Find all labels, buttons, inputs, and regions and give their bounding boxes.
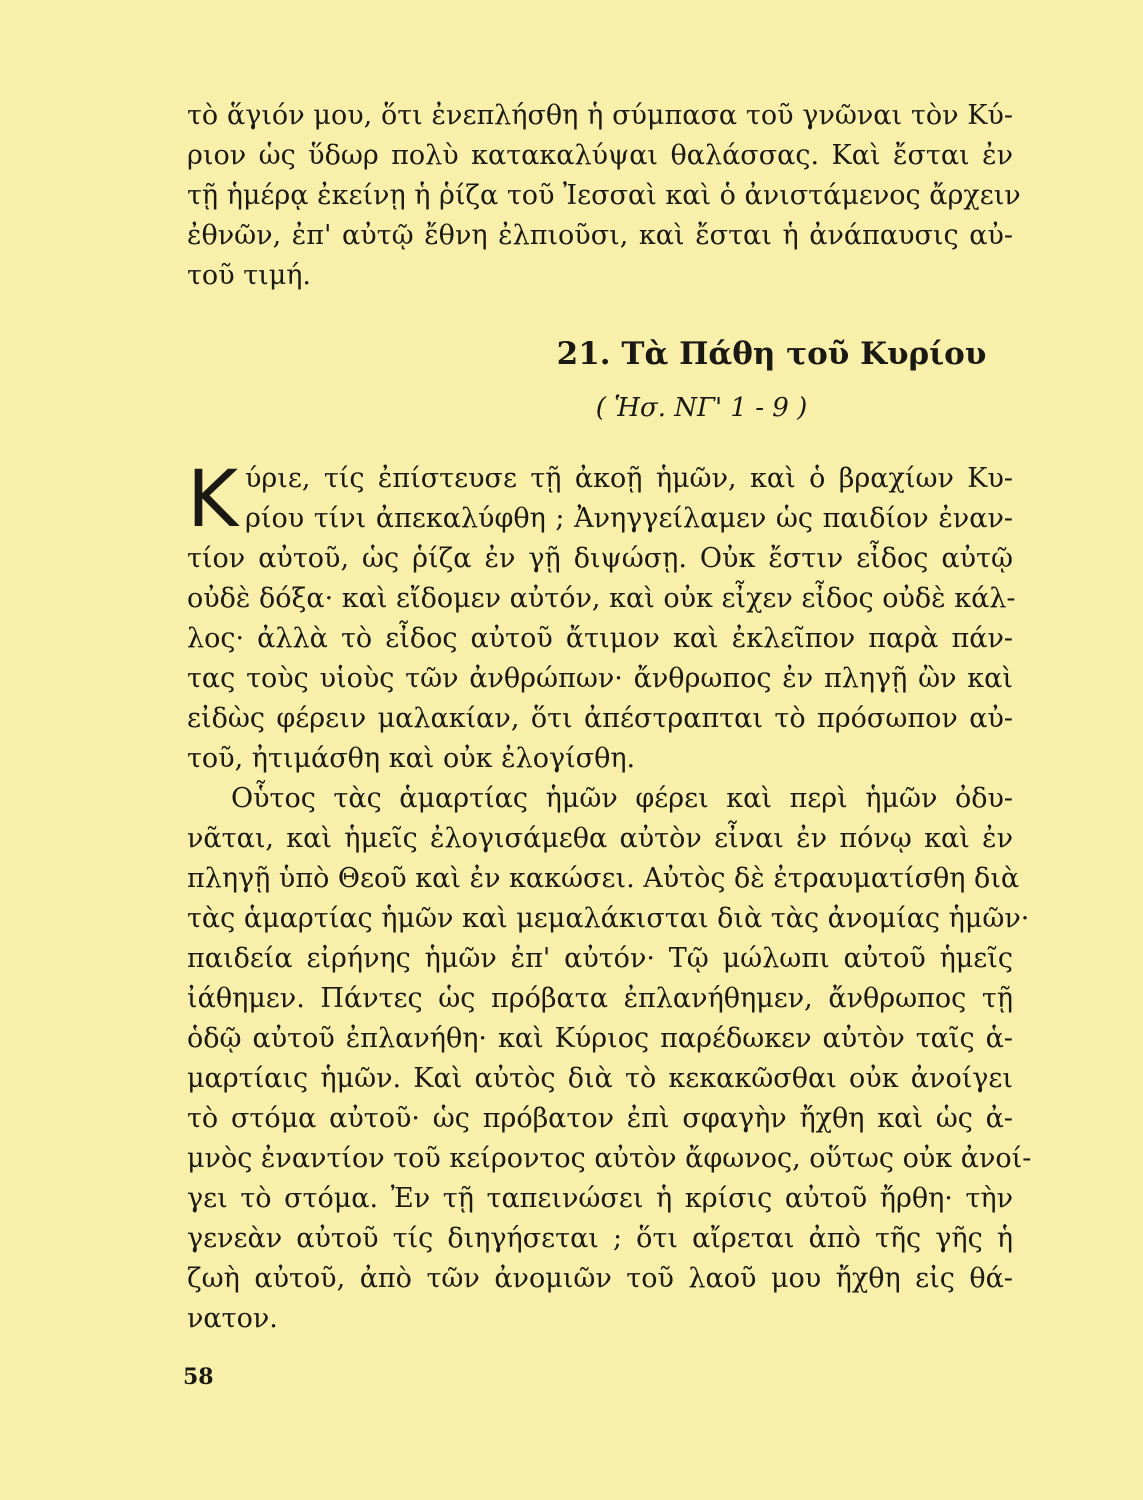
text-line: γενεὰν αὐτοῦ τίς διηγήσεται ; ὅτι αἴρεται ἀπὸ τῆς γῆς ἡ — [187, 1223, 1013, 1254]
body-paragraphs — [187, 455, 1032, 1339]
page-number: 58 — [183, 1364, 214, 1390]
dropcap-paragraph-start — [187, 455, 1013, 545]
text-line: τας τοὺς υἱοὺς τῶν ἀνθρώπων· ἄνθρωπος ἐν πληγῇ ὢν καὶ — [187, 663, 1013, 694]
chapter-title: 21. Τὰ Πάθη τοῦ Κυρίου — [556, 336, 987, 372]
text-line: πληγῇ ὑπὸ Θεοῦ καὶ ἐν κακώσει. Αὐτὸς δὲ ἐτραυματίσθη διὰ — [187, 863, 1020, 894]
text-line: τὸ ἅγιόν μου, ὅτι ἐνεπλήσθη ἡ σύμπασα τοῦ γνῶναι τὸν Κύ- — [187, 100, 1013, 131]
text-line: τὸ στόμα αὐτοῦ· ὡς πρόβατον ἐπὶ σφαγὴν ἤχθη καὶ ὡς ἀ- — [187, 1103, 1013, 1134]
text-line: ἐθνῶν, ἐπ' αὐτῷ ἔθνη ἐλπιοῦσι, καὶ ἔσται ἡ ἀνάπαυσις αὐ- — [187, 220, 1013, 251]
text-line: ὁδῷ αὐτοῦ ἐπλανήθη· καὶ Κύριος παρέδωκεν αὐτὸν ταῖς ἁ- — [187, 1023, 1013, 1054]
text-line: τίον αὐτοῦ, ὡς ῥίζα ἐν γῇ διψώσῃ. Οὐκ ἔστιν εἶδος αὐτῷ — [187, 543, 1013, 574]
text-line: τὰς ἁμαρτίας ἡμῶν καὶ μεμαλάκισται διὰ τὰς ἀνομίας ἡμῶν· — [187, 903, 1030, 934]
text-line: μνὸς ἐναντίον τοῦ κείροντος αὐτὸν ἄφωνος, οὕτως οὐκ ἀνοί- — [187, 1143, 1032, 1174]
drop-cap: Κ — [187, 455, 239, 545]
text-line: εἰδὼς φέρειν μαλακίαν, ὅτι ἀπέστραπται τὸ πρόσωπον αὐ- — [187, 703, 1013, 734]
text-line: τοῦ τιμή. — [187, 260, 312, 291]
text-line: ζωὴ αὐτοῦ, ἀπὸ τῶν ἀνομιῶν τοῦ λαοῦ μου ἤχθη εἰς θά- — [187, 1263, 1013, 1294]
text-line: ριον ὡς ὕδωρ πολὺ κατακαλύψαι θαλάσσας. Καὶ ἔσται ἐν — [187, 140, 1013, 171]
text-line: γει τὸ στόμα. Ἐν τῇ ταπεινώσει ἡ κρίσις αὐτοῦ ἤρθη· τὴν — [187, 1183, 1013, 1214]
text-line: νατον. — [187, 1303, 278, 1334]
text-line: τοῦ, ἠτιμάσθη καὶ οὐκ ἐλογίσθη. — [187, 743, 636, 774]
text-line: οὐδὲ δόξα· καὶ εἴδομεν αὐτόν, καὶ οὐκ εἶχεν εἶδος οὐδὲ κάλ- — [187, 583, 1016, 614]
text-line: τῇ ἡμέρᾳ ἐκείνῃ ἡ ῥίζα τοῦ Ἰεσσαὶ καὶ ὁ ἀνιστάμενος ἄρχειν — [187, 180, 1021, 211]
text-line: ύριε, τίς ἐπίστευσε τῇ ἀκοῇ ἡμῶν, καὶ ὁ βραχίων Κυ- — [245, 463, 1013, 494]
intro-paragraph — [187, 96, 1021, 296]
chapter-reference: ( Ἡσ. ΝΓ' 1 - 9 ) — [595, 393, 808, 423]
text-line: νᾶται, καὶ ἡμεῖς ἐλογισάμεθα αὐτὸν εἶναι ἐν πόνῳ καὶ ἐν — [187, 823, 1013, 854]
text-line: παιδεία εἰρήνης ἡμῶν ἐπ' αὐτόν· Τῷ μώλωπι αὐτοῦ ἡμεῖς — [187, 943, 1013, 974]
text-line: μαρτίαις ἡμῶν. Καὶ αὐτὸς διὰ τὸ κεκακῶσθαι οὐκ ἀνοίγει — [187, 1063, 1013, 1094]
text-line: ρίου τίνι ἀπεκαλύφθη ; Ἀνηγγείλαμεν ὡς παιδίον ἐναν- — [245, 503, 1013, 534]
text-line: Οὗτος τὰς ἁμαρτίας ἡμῶν φέρει καὶ περὶ ἡμῶν ὀδυ- — [231, 783, 1013, 814]
text-line: ἰάθημεν. Πάντες ὡς πρόβατα ἐπλανήθημεν, ἄνθρωπος τῇ — [187, 983, 1013, 1014]
text-line: λος· ἀλλὰ τὸ εἶδος αὐτοῦ ἄτιμον καὶ ἐκλεῖπον παρὰ πάν- — [187, 623, 1013, 654]
